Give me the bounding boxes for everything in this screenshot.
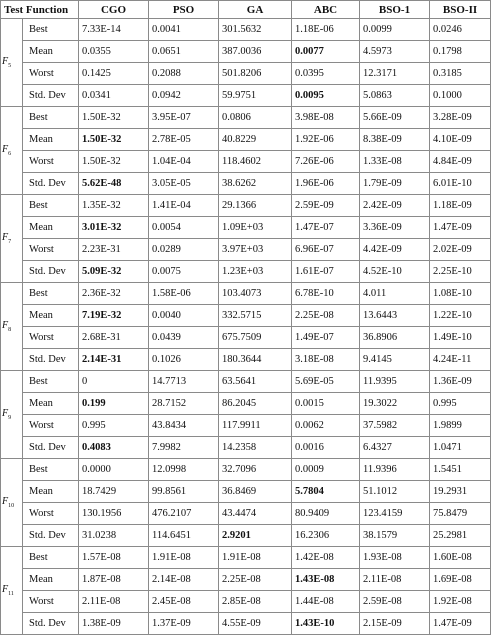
- metric-label: Mean: [23, 393, 79, 415]
- metric-label: Worst: [23, 591, 79, 613]
- header-test-function: Test Function: [1, 1, 79, 19]
- value-cell: 3.28E-09: [430, 107, 491, 129]
- value-cell: 1.5451: [430, 459, 491, 481]
- value-cell: 0.0651: [149, 41, 219, 63]
- value-cell: 1.79E-09: [360, 173, 430, 195]
- value-cell: 1.91E-08: [149, 547, 219, 569]
- value-cell: 0.1425: [79, 63, 149, 85]
- value-cell: 12.0998: [149, 459, 219, 481]
- table-row: [1, 415, 491, 437]
- table-row: [1, 547, 491, 569]
- value-cell: 12.3171: [360, 63, 430, 85]
- value-cell: 3.36E-09: [360, 217, 430, 239]
- metric-label: Std. Dev: [23, 261, 79, 283]
- metric-label: Best: [23, 107, 79, 129]
- value-cell: 5.69E-05: [292, 371, 360, 393]
- value-cell: 0.0054: [149, 217, 219, 239]
- table-row: [1, 305, 491, 327]
- value-cell: 1.33E-08: [360, 151, 430, 173]
- value-cell: 0.2088: [149, 63, 219, 85]
- value-cell: 0.0355: [79, 41, 149, 63]
- value-cell: 4.011: [360, 283, 430, 305]
- value-cell: 6.78E-10: [292, 283, 360, 305]
- metric-label: Mean: [23, 129, 79, 151]
- table-row: [1, 569, 491, 591]
- value-cell: 38.6262: [219, 173, 292, 195]
- function-index: 10: [8, 503, 15, 509]
- table-row: [1, 63, 491, 85]
- value-cell: 1.09E+03: [219, 217, 292, 239]
- value-cell: 1.50E-32: [79, 107, 149, 129]
- value-cell: 0.995: [430, 393, 491, 415]
- value-cell: 32.7096: [219, 459, 292, 481]
- value-cell: 0.0246: [430, 19, 491, 41]
- function-label: [1, 547, 23, 635]
- table-row: [1, 283, 491, 305]
- value-cell: 5.09E-32: [79, 261, 149, 283]
- value-cell: 0.4083: [79, 437, 149, 459]
- value-cell: 0.0016: [292, 437, 360, 459]
- value-cell: 114.6451: [149, 525, 219, 547]
- function-name: F: [2, 232, 9, 243]
- value-cell: 43.4474: [219, 503, 292, 525]
- header-bso-1: BSO-1: [360, 1, 430, 19]
- value-cell: 3.01E-32: [79, 217, 149, 239]
- metric-label: Worst: [23, 151, 79, 173]
- table-body: [1, 19, 491, 635]
- table-row: [1, 371, 491, 393]
- value-cell: 1.91E-08: [219, 547, 292, 569]
- metric-label: Worst: [23, 503, 79, 525]
- value-cell: 1.58E-06: [149, 283, 219, 305]
- value-cell: 2.25E-08: [292, 305, 360, 327]
- value-cell: 2.36E-32: [79, 283, 149, 305]
- value-cell: 59.9751: [219, 85, 292, 107]
- value-cell: 63.5641: [219, 371, 292, 393]
- table-row: [1, 261, 491, 283]
- value-cell: 3.95E-07: [149, 107, 219, 129]
- table-row: [1, 459, 491, 481]
- value-cell: 123.4159: [360, 503, 430, 525]
- value-cell: 9.4145: [360, 349, 430, 371]
- value-cell: 86.2045: [219, 393, 292, 415]
- table-row: [1, 613, 491, 635]
- value-cell: 0.0289: [149, 239, 219, 261]
- header-ga: GA: [219, 1, 292, 19]
- function-name: F: [2, 408, 9, 419]
- metric-label: Mean: [23, 481, 79, 503]
- value-cell: 1.43E-08: [292, 569, 360, 591]
- value-cell: 2.14E-08: [149, 569, 219, 591]
- value-cell: 0.1798: [430, 41, 491, 63]
- function-name: F: [2, 496, 9, 507]
- value-cell: 6.96E-07: [292, 239, 360, 261]
- table-row: [1, 481, 491, 503]
- value-cell: 2.15E-09: [360, 613, 430, 635]
- function-label: [1, 19, 23, 107]
- value-cell: 25.2981: [430, 525, 491, 547]
- value-cell: 1.47E-07: [292, 217, 360, 239]
- value-cell: 0.995: [79, 415, 149, 437]
- value-cell: 0.0095: [292, 85, 360, 107]
- value-cell: 80.9409: [292, 503, 360, 525]
- value-cell: 1.93E-08: [360, 547, 430, 569]
- function-index: 8: [8, 327, 12, 333]
- table-row: [1, 19, 491, 41]
- value-cell: 2.78E-05: [149, 129, 219, 151]
- metric-label: Best: [23, 371, 79, 393]
- value-cell: 1.96E-06: [292, 173, 360, 195]
- value-cell: 8.38E-09: [360, 129, 430, 151]
- value-cell: 99.8561: [149, 481, 219, 503]
- value-cell: 0.0040: [149, 305, 219, 327]
- function-index: 7: [8, 239, 12, 245]
- value-cell: 18.7429: [79, 481, 149, 503]
- value-cell: 1.04E-04: [149, 151, 219, 173]
- metric-label: Std. Dev: [23, 349, 79, 371]
- function-label: [1, 107, 23, 195]
- value-cell: 0.1000: [430, 85, 491, 107]
- value-cell: 14.7713: [149, 371, 219, 393]
- value-cell: 2.59E-08: [360, 591, 430, 613]
- value-cell: 2.25E-10: [430, 261, 491, 283]
- value-cell: 1.92E-08: [430, 591, 491, 613]
- value-cell: 16.2306: [292, 525, 360, 547]
- table-row: [1, 525, 491, 547]
- value-cell: 37.5982: [360, 415, 430, 437]
- value-cell: 2.02E-09: [430, 239, 491, 261]
- table-row: [1, 591, 491, 613]
- value-cell: 1.41E-04: [149, 195, 219, 217]
- value-cell: 0.0806: [219, 107, 292, 129]
- value-cell: 36.8906: [360, 327, 430, 349]
- value-cell: 51.1012: [360, 481, 430, 503]
- metric-label: Worst: [23, 239, 79, 261]
- value-cell: 0.0395: [292, 63, 360, 85]
- table-row: [1, 41, 491, 63]
- table-row: [1, 503, 491, 525]
- value-cell: 0.0077: [292, 41, 360, 63]
- table-row: [1, 239, 491, 261]
- value-cell: 0.0000: [79, 459, 149, 481]
- metric-label: Mean: [23, 41, 79, 63]
- value-cell: 332.5715: [219, 305, 292, 327]
- function-label: [1, 195, 23, 283]
- function-label: [1, 283, 23, 371]
- table-row: [1, 437, 491, 459]
- table-row: [1, 85, 491, 107]
- metric-label: Best: [23, 19, 79, 41]
- function-label: [1, 371, 23, 459]
- value-cell: 7.19E-32: [79, 305, 149, 327]
- header-bso-ii: BSO-II: [430, 1, 491, 19]
- value-cell: 2.11E-08: [79, 591, 149, 613]
- value-cell: 43.8434: [149, 415, 219, 437]
- value-cell: 103.4073: [219, 283, 292, 305]
- function-name: F: [2, 584, 9, 595]
- value-cell: 0.0041: [149, 19, 219, 41]
- metric-label: Worst: [23, 63, 79, 85]
- function-label: [1, 459, 23, 547]
- value-cell: 2.68E-31: [79, 327, 149, 349]
- value-cell: 2.45E-08: [149, 591, 219, 613]
- value-cell: 0.0075: [149, 261, 219, 283]
- value-cell: 38.1579: [360, 525, 430, 547]
- value-cell: 2.25E-08: [219, 569, 292, 591]
- metric-label: Std. Dev: [23, 85, 79, 107]
- value-cell: 0.0942: [149, 85, 219, 107]
- value-cell: 1.47E-09: [430, 613, 491, 635]
- value-cell: 1.50E-32: [79, 129, 149, 151]
- value-cell: 4.24E-11: [430, 349, 491, 371]
- header-abc: ABC: [292, 1, 360, 19]
- value-cell: 1.57E-08: [79, 547, 149, 569]
- value-cell: 4.84E-09: [430, 151, 491, 173]
- value-cell: 4.55E-09: [219, 613, 292, 635]
- value-cell: 1.37E-09: [149, 613, 219, 635]
- metric-label: Best: [23, 459, 79, 481]
- value-cell: 0.0439: [149, 327, 219, 349]
- table-row: [1, 173, 491, 195]
- value-cell: 1.18E-06: [292, 19, 360, 41]
- table-row: [1, 129, 491, 151]
- metric-label: Best: [23, 547, 79, 569]
- value-cell: 1.0471: [430, 437, 491, 459]
- table-row: [1, 151, 491, 173]
- function-index: 9: [8, 415, 12, 421]
- value-cell: 3.18E-08: [292, 349, 360, 371]
- value-cell: 1.22E-10: [430, 305, 491, 327]
- function-name: F: [2, 320, 9, 331]
- value-cell: 130.1956: [79, 503, 149, 525]
- value-cell: 675.7509: [219, 327, 292, 349]
- value-cell: 2.42E-09: [360, 195, 430, 217]
- value-cell: 14.2358: [219, 437, 292, 459]
- value-cell: 31.0238: [79, 525, 149, 547]
- value-cell: 1.60E-08: [430, 547, 491, 569]
- value-cell: 36.8469: [219, 481, 292, 503]
- function-index: 5: [8, 63, 12, 69]
- metric-label: Mean: [23, 569, 79, 591]
- function-name: F: [2, 144, 9, 155]
- header-pso: PSO: [149, 1, 219, 19]
- metric-label: Mean: [23, 305, 79, 327]
- value-cell: 0.1026: [149, 349, 219, 371]
- value-cell: 3.98E-08: [292, 107, 360, 129]
- value-cell: 11.9395: [360, 371, 430, 393]
- table-row: [1, 349, 491, 371]
- value-cell: 2.59E-09: [292, 195, 360, 217]
- metric-label: Std. Dev: [23, 437, 79, 459]
- metric-label: Std. Dev: [23, 525, 79, 547]
- value-cell: 2.85E-08: [219, 591, 292, 613]
- value-cell: 0.3185: [430, 63, 491, 85]
- value-cell: 6.01E-10: [430, 173, 491, 195]
- value-cell: 19.3022: [360, 393, 430, 415]
- value-cell: 7.9982: [149, 437, 219, 459]
- value-cell: 5.0863: [360, 85, 430, 107]
- value-cell: 19.2931: [430, 481, 491, 503]
- value-cell: 0.0009: [292, 459, 360, 481]
- table-row: [1, 327, 491, 349]
- value-cell: 1.69E-08: [430, 569, 491, 591]
- value-cell: 11.9396: [360, 459, 430, 481]
- value-cell: 4.52E-10: [360, 261, 430, 283]
- function-index: 6: [8, 151, 12, 157]
- value-cell: 501.8206: [219, 63, 292, 85]
- value-cell: 40.8229: [219, 129, 292, 151]
- value-cell: 1.47E-09: [430, 217, 491, 239]
- value-cell: 1.87E-08: [79, 569, 149, 591]
- value-cell: 2.9201: [219, 525, 292, 547]
- value-cell: 3.97E+03: [219, 239, 292, 261]
- value-cell: 1.18E-09: [430, 195, 491, 217]
- value-cell: 5.7804: [292, 481, 360, 503]
- value-cell: 7.26E-06: [292, 151, 360, 173]
- metric-label: Best: [23, 195, 79, 217]
- value-cell: 75.8479: [430, 503, 491, 525]
- value-cell: 0.0062: [292, 415, 360, 437]
- value-cell: 29.1366: [219, 195, 292, 217]
- value-cell: 0.0341: [79, 85, 149, 107]
- value-cell: 7.33E-14: [79, 19, 149, 41]
- metric-label: Mean: [23, 217, 79, 239]
- value-cell: 13.6443: [360, 305, 430, 327]
- value-cell: 4.10E-09: [430, 129, 491, 151]
- value-cell: 3.05E-05: [149, 173, 219, 195]
- value-cell: 1.92E-06: [292, 129, 360, 151]
- value-cell: 2.14E-31: [79, 349, 149, 371]
- value-cell: 28.7152: [149, 393, 219, 415]
- value-cell: 2.23E-31: [79, 239, 149, 261]
- metric-label: Std. Dev: [23, 613, 79, 635]
- value-cell: 1.50E-32: [79, 151, 149, 173]
- function-name: F: [2, 56, 9, 67]
- value-cell: 0.0099: [360, 19, 430, 41]
- value-cell: 117.9911: [219, 415, 292, 437]
- value-cell: 1.9899: [430, 415, 491, 437]
- value-cell: 1.44E-08: [292, 591, 360, 613]
- value-cell: 1.43E-10: [292, 613, 360, 635]
- value-cell: 5.66E-09: [360, 107, 430, 129]
- value-cell: 4.5973: [360, 41, 430, 63]
- value-cell: 4.42E-09: [360, 239, 430, 261]
- function-index: 11: [8, 591, 14, 597]
- value-cell: 0.199: [79, 393, 149, 415]
- value-cell: 476.2107: [149, 503, 219, 525]
- value-cell: 1.61E-07: [292, 261, 360, 283]
- table-row: [1, 195, 491, 217]
- value-cell: 5.62E-48: [79, 173, 149, 195]
- value-cell: 118.4602: [219, 151, 292, 173]
- value-cell: 0: [79, 371, 149, 393]
- value-cell: 0.0015: [292, 393, 360, 415]
- header-row: [1, 1, 491, 19]
- value-cell: 1.35E-32: [79, 195, 149, 217]
- value-cell: 301.5632: [219, 19, 292, 41]
- value-cell: 1.49E-10: [430, 327, 491, 349]
- metric-label: Best: [23, 283, 79, 305]
- table-row: [1, 217, 491, 239]
- value-cell: 180.3644: [219, 349, 292, 371]
- value-cell: 6.4327: [360, 437, 430, 459]
- value-cell: 2.11E-08: [360, 569, 430, 591]
- metric-label: Std. Dev: [23, 173, 79, 195]
- header-cgo: CGO: [79, 1, 149, 19]
- value-cell: 1.38E-09: [79, 613, 149, 635]
- table-row: [1, 393, 491, 415]
- metric-label: Worst: [23, 327, 79, 349]
- value-cell: 1.42E-08: [292, 547, 360, 569]
- table-row: [1, 107, 491, 129]
- metric-label: Worst: [23, 415, 79, 437]
- value-cell: 1.49E-07: [292, 327, 360, 349]
- value-cell: 387.0036: [219, 41, 292, 63]
- value-cell: 1.23E+03: [219, 261, 292, 283]
- value-cell: 1.08E-10: [430, 283, 491, 305]
- value-cell: 1.36E-09: [430, 371, 491, 393]
